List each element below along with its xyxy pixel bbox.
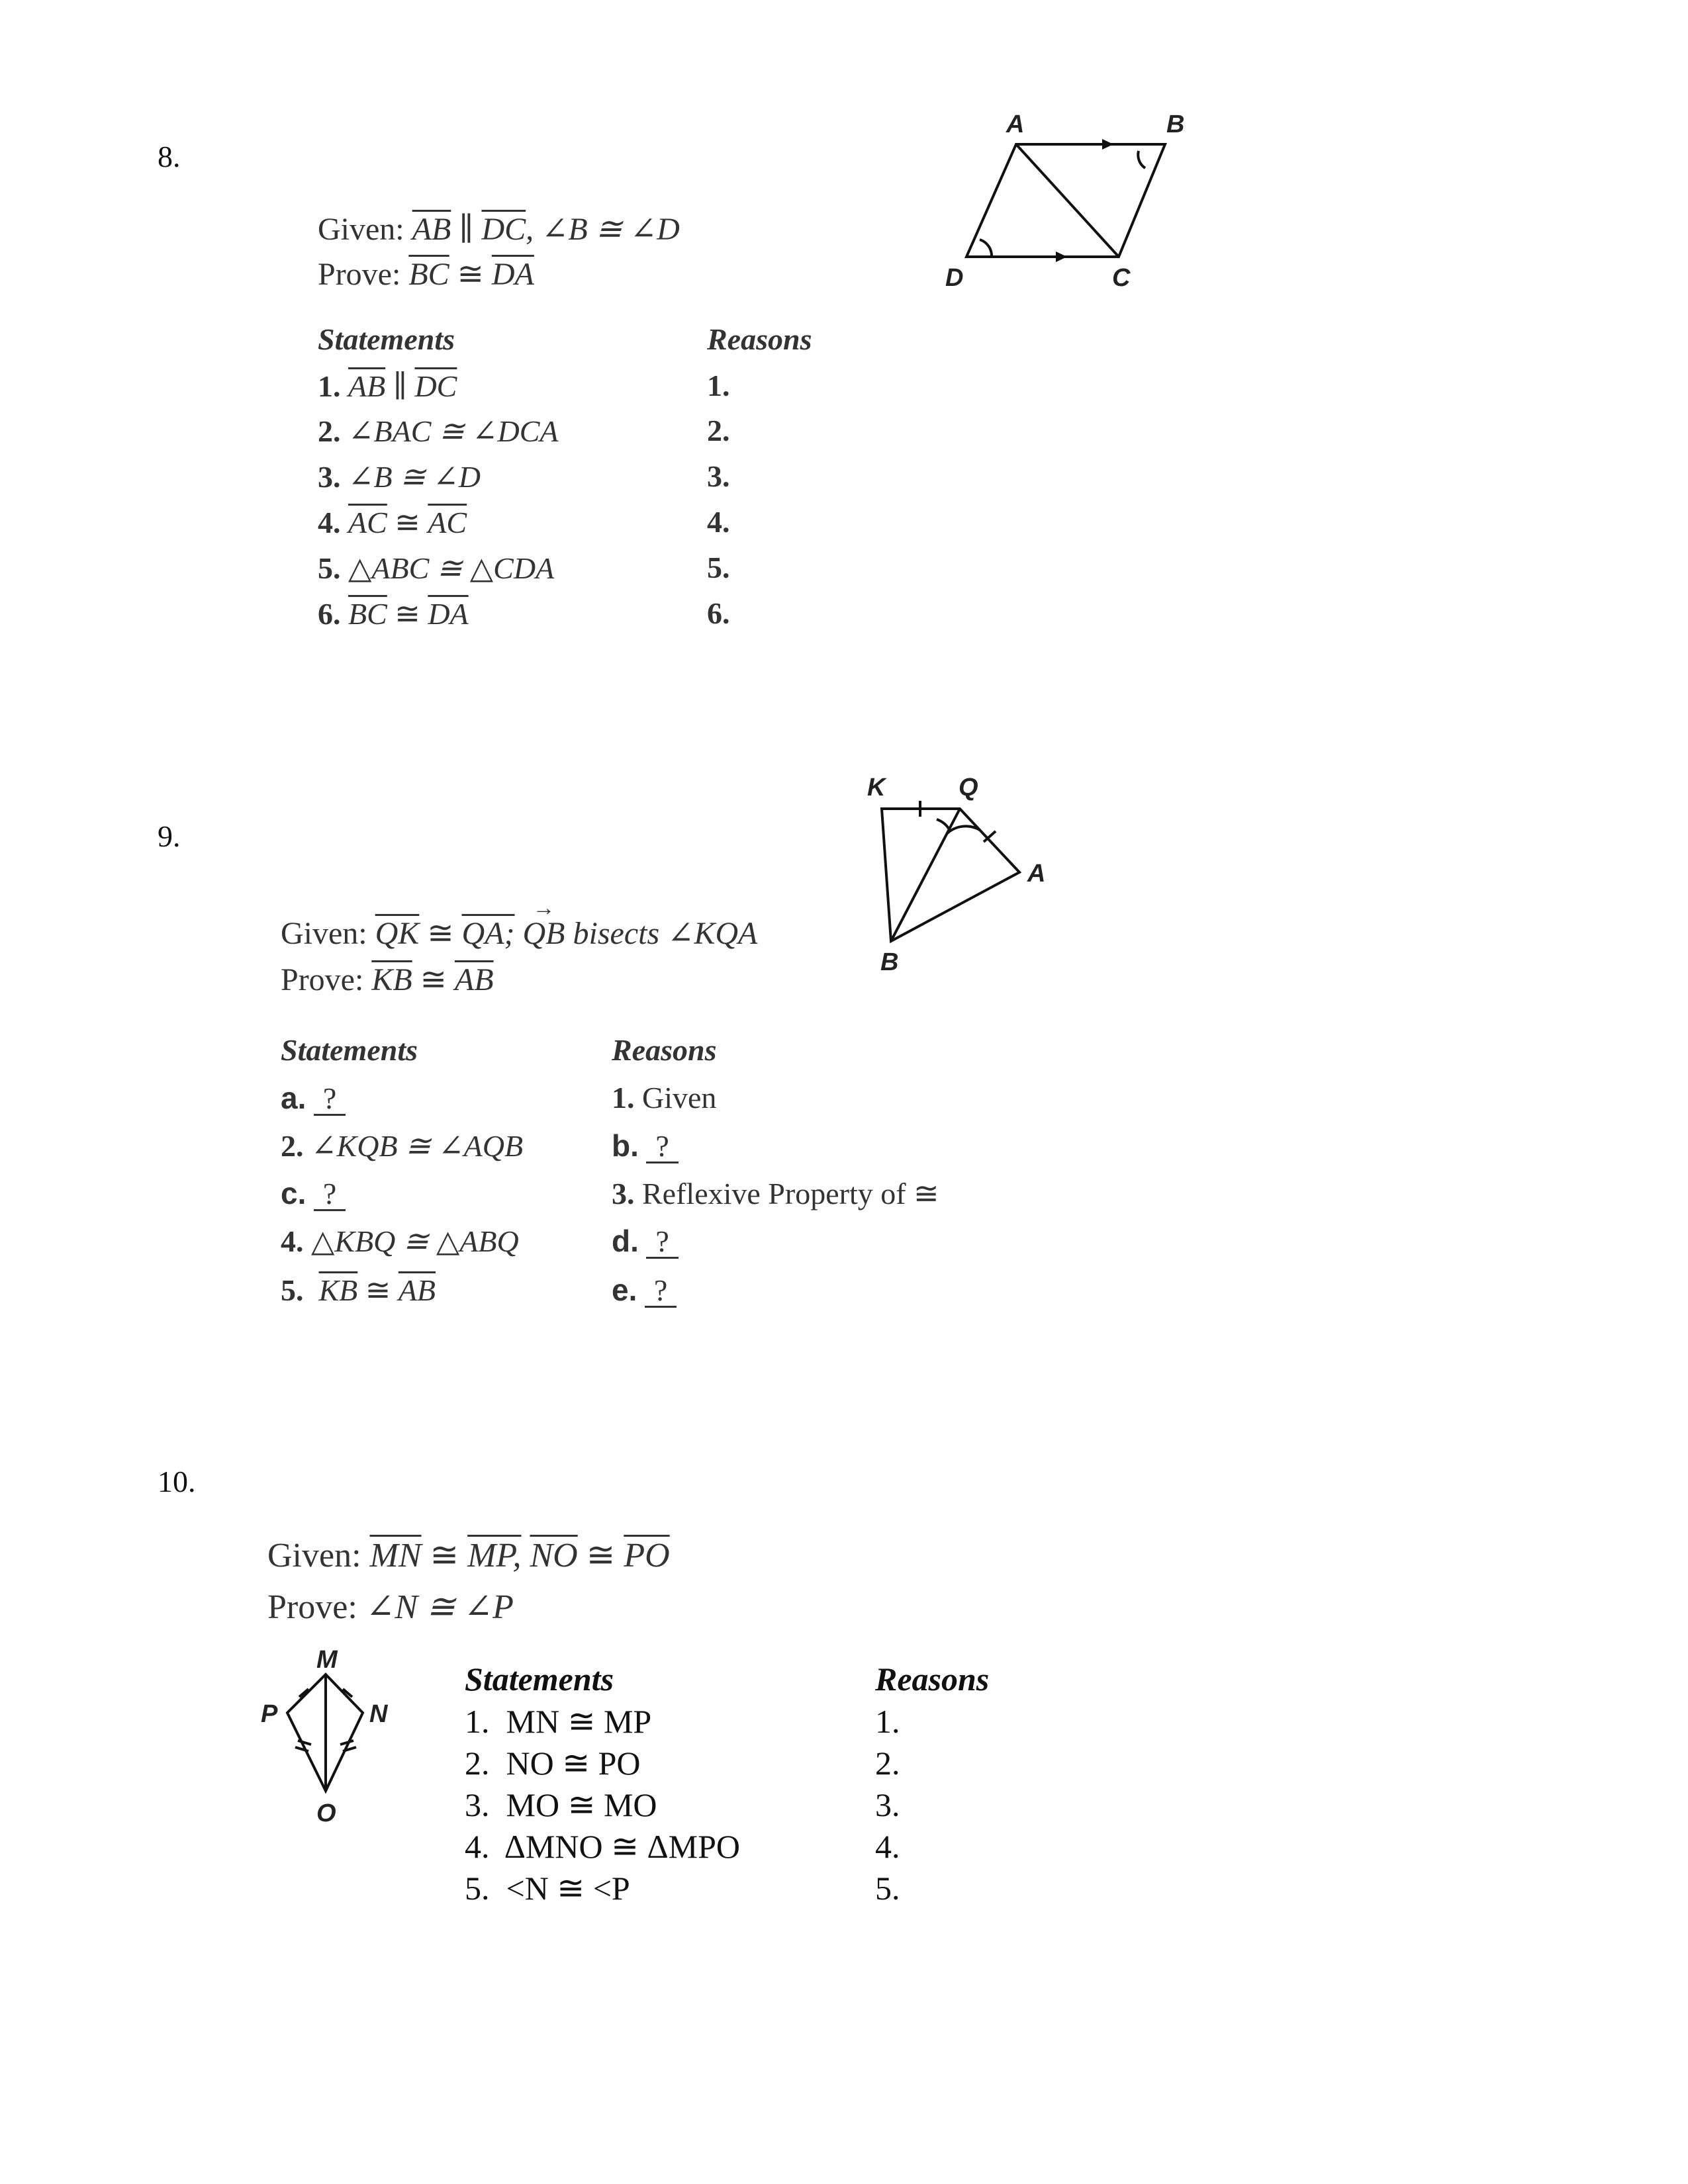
statement-row: 5. △ABC ≅ △CDA: [318, 551, 555, 585]
reason-row: 5.: [875, 1870, 900, 1907]
answer-blank: ?: [314, 1083, 346, 1116]
reason-row: 4.: [707, 505, 730, 539]
label-N: N: [369, 1700, 388, 1728]
reason-row: 5.: [707, 551, 730, 584]
prove-line: Prove: ∠N ≅ ∠P: [267, 1588, 514, 1626]
reason-row: 3.: [875, 1786, 900, 1823]
statement-row: 5. <N ≅ <P: [465, 1870, 630, 1907]
prove-line: Prove: $\overline{KB}$ ≅ $\overline{AB}$: [281, 962, 494, 997]
kite-mnop-figure: [252, 1648, 410, 1840]
statements-header: Statements: [281, 1033, 418, 1067]
reason-row: 6.: [707, 596, 730, 630]
answer-blank: ?: [646, 1131, 678, 1163]
ray-qb: QB →: [522, 896, 565, 951]
reasons-header: Reasons: [875, 1661, 990, 1698]
reasons-header: Reasons: [612, 1033, 717, 1067]
answer-blank: ?: [646, 1226, 678, 1259]
label-A: A: [1027, 860, 1046, 887]
statement-row: a. ?: [281, 1080, 346, 1116]
given-line: Given: $\overline{AB}$ ∥ $\overline{DC}$, ∠B ≅ ∠D: [318, 212, 680, 247]
reason-row: 1. Given: [612, 1081, 717, 1115]
label-Q: Q: [959, 774, 978, 801]
reason-row: 2.: [875, 1745, 900, 1782]
statements-header: Statements: [318, 322, 455, 356]
parallelogram-figure: [927, 99, 1218, 298]
angle-d-mark: [980, 240, 992, 257]
angle-b-mark: [1138, 151, 1145, 168]
statement-row: 1. $\overline{AB}$ ∥ $\overline{DC}$: [318, 369, 457, 403]
reason-row: 1.: [875, 1703, 900, 1740]
statement-row: 4. $\overline{AC}$ ≅ $\overline{AC}$: [318, 506, 467, 539]
label-P: P: [261, 1700, 278, 1728]
label-D: D: [945, 264, 964, 292]
statement-row: 1. MN ≅ MP: [465, 1703, 652, 1740]
given-line: Given: $\overline{QK}$ ≅ QA; QB → bisects ∠KQA: [281, 896, 758, 951]
tick-po-2: [298, 1741, 311, 1745]
statement-row: 2. ∠KQB ≅ ∠AQB: [281, 1129, 524, 1163]
diagonal-ac: [1016, 144, 1119, 257]
statement-row: 2. NO ≅ PO: [465, 1745, 641, 1782]
reason-row: 2.: [707, 414, 730, 447]
label-K: K: [867, 774, 886, 801]
label-O: O: [316, 1799, 336, 1827]
ray-arrow-icon: →: [532, 896, 555, 921]
label-B: B: [880, 948, 899, 976]
reason-row: 4.: [875, 1828, 900, 1865]
arrow-dc: [1056, 251, 1067, 262]
statements-header: Statements: [465, 1661, 614, 1698]
answer-blank: ?: [314, 1179, 346, 1211]
label-C: C: [1112, 264, 1131, 292]
arrow-ab: [1102, 139, 1113, 150]
label-A: A: [1006, 111, 1025, 138]
answer-blank: ?: [645, 1275, 677, 1308]
prove-line: Prove: $\overline{BC}$ ≅ $\overline{DA}$: [318, 257, 534, 292]
statement-row: 4. △KBQ ≅ △ABQ: [281, 1224, 519, 1258]
statement-row: 2. ∠BAC ≅ ∠DCA: [318, 414, 559, 448]
reasons-header: Reasons: [707, 322, 812, 356]
problem-number: 9.: [158, 819, 181, 853]
label-B: B: [1166, 111, 1185, 138]
given-line: Given: $\overline{MN}$ ≅ MP, $\overline{NO}$ ≅ $\overline{PO}$: [267, 1537, 670, 1574]
problem-number: 10.: [158, 1465, 196, 1498]
statement-row: 6. $\overline{BC}$ ≅ $\overline{DA}$: [318, 597, 469, 631]
reason-row: d. ?: [612, 1223, 679, 1259]
statement-row: 5. $\overline{KB}$ ≅ $\overline{AB}$: [281, 1273, 436, 1307]
reason-row: 3.: [707, 459, 730, 493]
reason-row: 3. Reflexive Property of ≅: [612, 1177, 939, 1210]
reason-row: e. ?: [612, 1272, 677, 1308]
angle-mark-outer: [937, 819, 950, 831]
statement-row: c. ?: [281, 1175, 346, 1211]
statement-row: 4. ΔMNO ≅ ΔMPO: [465, 1828, 740, 1865]
problem-number: 8.: [158, 140, 181, 173]
statement-row: 3. ∠B ≅ ∠D: [318, 460, 481, 494]
kite-figure: [854, 768, 1079, 986]
reason-row: b. ?: [612, 1128, 679, 1163]
statement-row: 3. MO ≅ MO: [465, 1786, 657, 1823]
reason-row: 1.: [707, 369, 730, 402]
label-M: M: [316, 1648, 338, 1674]
